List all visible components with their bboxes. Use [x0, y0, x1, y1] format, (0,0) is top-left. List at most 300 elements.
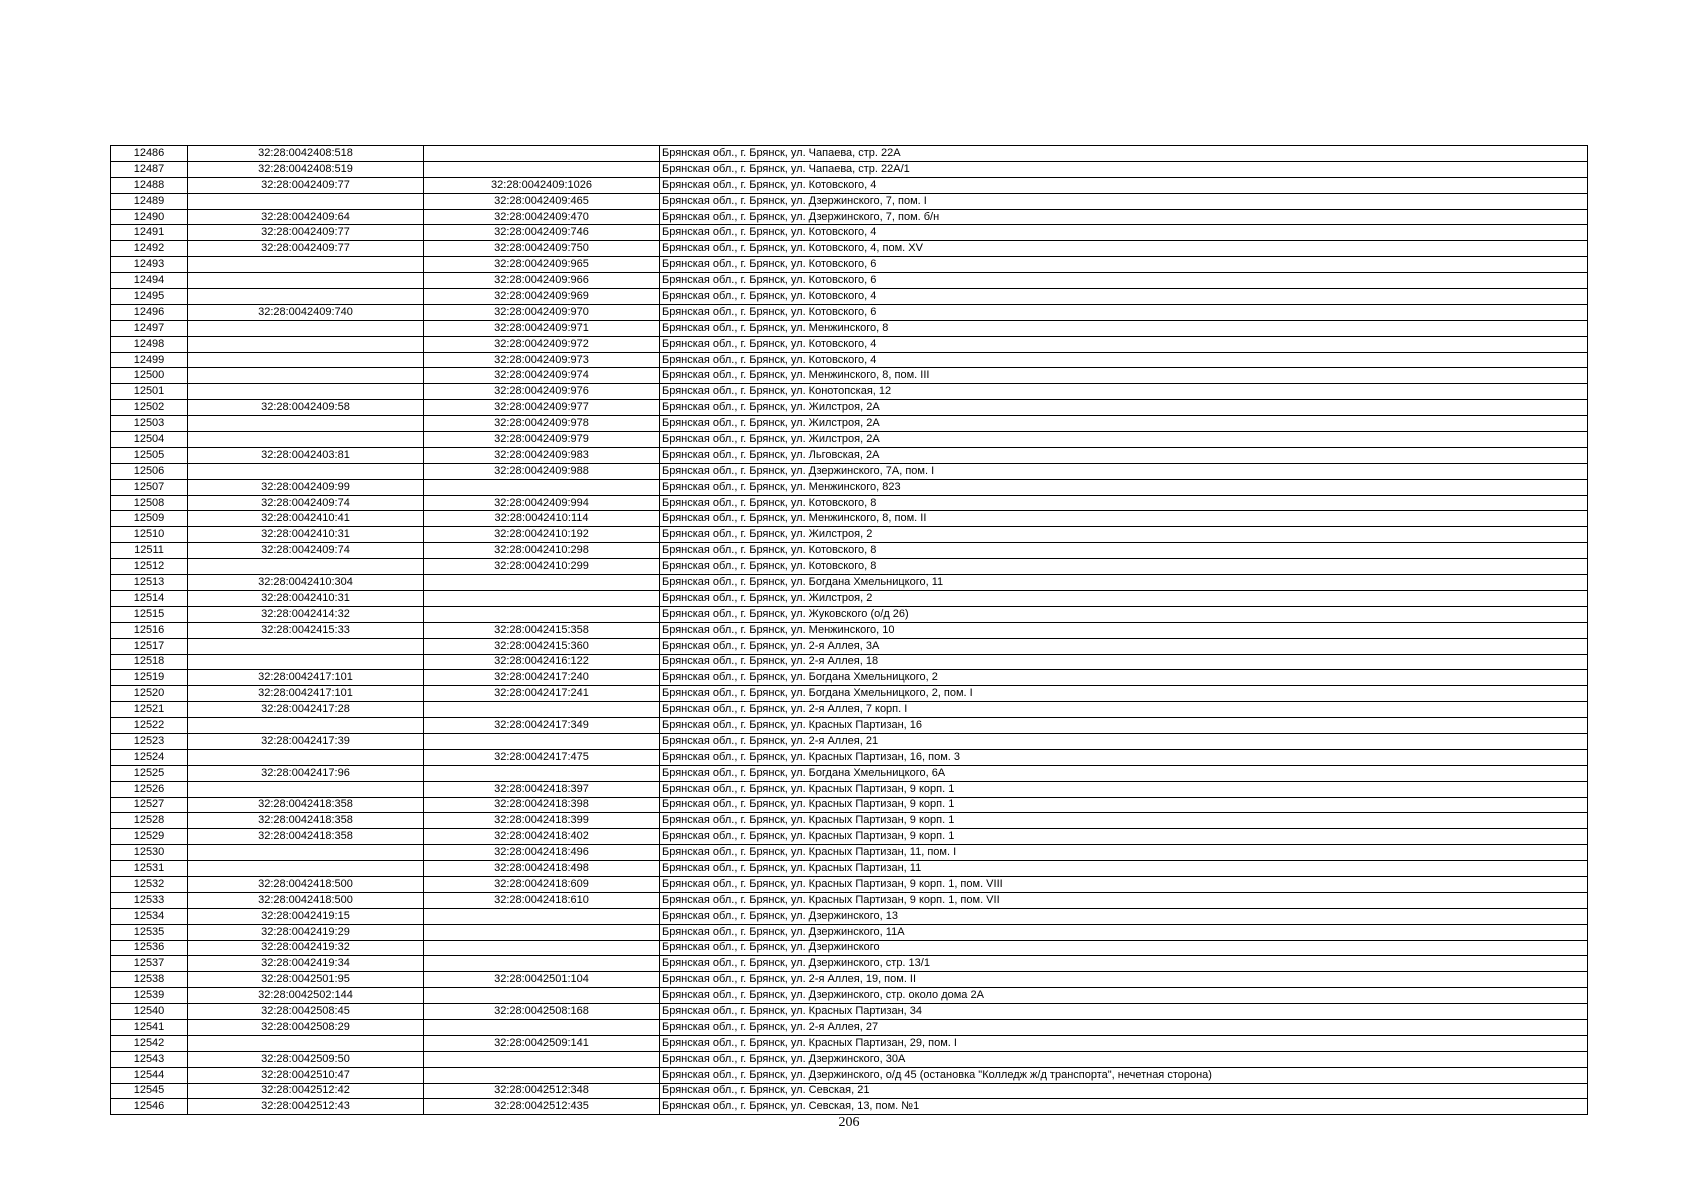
- land-cadastral-number-cell: [188, 432, 424, 448]
- row-number-cell: 12498: [111, 336, 188, 352]
- row-number-cell: 12545: [111, 1083, 188, 1099]
- address-cell: Брянская обл., г. Брянск, ул. Льговская, 2А: [660, 447, 1588, 463]
- building-cadastral-number-cell: 32:28:0042409:976: [424, 384, 660, 400]
- table-row: [111, 606, 1588, 622]
- address-cell: Брянская обл., г. Брянск, ул. Котовского, 4: [660, 336, 1588, 352]
- table-row: [111, 511, 1588, 527]
- row-number-cell: 12512: [111, 559, 188, 575]
- building-cadastral-number-cell: 32:28:0042409:979: [424, 432, 660, 448]
- land-cadastral-number-cell: 32:28:0042409:77: [188, 225, 424, 241]
- land-cadastral-number-cell: 32:28:0042419:15: [188, 908, 424, 924]
- table-row: [111, 1035, 1588, 1051]
- land-cadastral-number-cell: 32:28:0042409:77: [188, 241, 424, 257]
- address-cell: Брянская обл., г. Брянск, ул. Дзержинского: [660, 940, 1588, 956]
- address-cell: Брянская обл., г. Брянск, ул. Богдана Хмельницкого, 2, пом. I: [660, 686, 1588, 702]
- address-cell: Брянская обл., г. Брянск, ул. Дзержинского, 7, пом. б/н: [660, 209, 1588, 225]
- row-number-cell: 12519: [111, 670, 188, 686]
- building-cadastral-number-cell: 32:28:0042418:397: [424, 781, 660, 797]
- address-cell: Брянская обл., г. Брянск, ул. Дзержинского, 13: [660, 908, 1588, 924]
- land-cadastral-number-cell: [188, 781, 424, 797]
- land-cadastral-number-cell: 32:28:0042501:95: [188, 972, 424, 988]
- row-number-cell: 12510: [111, 527, 188, 543]
- land-cadastral-number-cell: [188, 273, 424, 289]
- building-cadastral-number-cell: 32:28:0042409:983: [424, 447, 660, 463]
- table-row: [111, 781, 1588, 797]
- table-row: [111, 749, 1588, 765]
- table-row: [111, 559, 1588, 575]
- table-row: [111, 416, 1588, 432]
- land-cadastral-number-cell: 32:28:0042512:43: [188, 1099, 424, 1115]
- land-cadastral-number-cell: 32:28:0042510:47: [188, 1067, 424, 1083]
- table-row: [111, 829, 1588, 845]
- land-cadastral-number-cell: [188, 1035, 424, 1051]
- table-row: [111, 670, 1588, 686]
- row-number-cell: 12534: [111, 908, 188, 924]
- table-row: [111, 940, 1588, 956]
- address-cell: Брянская обл., г. Брянск, ул. Дзержинского, 7А, пом. I: [660, 463, 1588, 479]
- building-cadastral-number-cell: 32:28:0042417:475: [424, 749, 660, 765]
- land-cadastral-number-cell: 32:28:0042409:58: [188, 400, 424, 416]
- row-number-cell: 12491: [111, 225, 188, 241]
- address-cell: Брянская обл., г. Брянск, ул. Красных Партизан, 11: [660, 861, 1588, 877]
- building-cadastral-number-cell: 32:28:0042410:192: [424, 527, 660, 543]
- row-number-cell: 12532: [111, 876, 188, 892]
- land-cadastral-number-cell: 32:28:0042419:29: [188, 924, 424, 940]
- table-row: [111, 209, 1588, 225]
- building-cadastral-number-cell: 32:28:0042409:465: [424, 193, 660, 209]
- address-cell: Брянская обл., г. Брянск, ул. Менжинского, 10: [660, 622, 1588, 638]
- building-cadastral-number-cell: 32:28:0042416:122: [424, 654, 660, 670]
- building-cadastral-number-cell: 32:28:0042409:966: [424, 273, 660, 289]
- land-cadastral-number-cell: [188, 193, 424, 209]
- land-cadastral-number-cell: 32:28:0042408:519: [188, 161, 424, 177]
- address-cell: Брянская обл., г. Брянск, ул. Красных Партизан, 9 корп. 1: [660, 829, 1588, 845]
- land-cadastral-number-cell: [188, 718, 424, 734]
- address-cell: Брянская обл., г. Брянск, ул. Котовского, 4: [660, 352, 1588, 368]
- building-cadastral-number-cell: [424, 1067, 660, 1083]
- building-cadastral-number-cell: [424, 988, 660, 1004]
- address-cell: Брянская обл., г. Брянск, ул. Котовского, 8: [660, 495, 1588, 511]
- table-row: [111, 654, 1588, 670]
- address-cell: Брянская обл., г. Брянск, ул. Чапаева, стр. 22А: [660, 146, 1588, 162]
- building-cadastral-number-cell: 32:28:0042415:360: [424, 638, 660, 654]
- table-row: [111, 575, 1588, 591]
- row-number-cell: 12511: [111, 543, 188, 559]
- building-cadastral-number-cell: 32:28:0042512:348: [424, 1083, 660, 1099]
- register-table-body: [111, 146, 1588, 1115]
- land-cadastral-number-cell: [188, 654, 424, 670]
- land-cadastral-number-cell: 32:28:0042417:101: [188, 686, 424, 702]
- row-number-cell: 12499: [111, 352, 188, 368]
- table-row: [111, 479, 1588, 495]
- row-number-cell: 12495: [111, 289, 188, 305]
- table-row: [111, 988, 1588, 1004]
- table-row: [111, 702, 1588, 718]
- building-cadastral-number-cell: [424, 1051, 660, 1067]
- building-cadastral-number-cell: 32:28:0042418:402: [424, 829, 660, 845]
- table-row: [111, 1051, 1588, 1067]
- building-cadastral-number-cell: [424, 956, 660, 972]
- land-cadastral-number-cell: [188, 749, 424, 765]
- row-number-cell: 12501: [111, 384, 188, 400]
- table-row: [111, 892, 1588, 908]
- row-number-cell: 12522: [111, 718, 188, 734]
- building-cadastral-number-cell: [424, 146, 660, 162]
- address-cell: Брянская обл., г. Брянск, ул. Жилстроя, 2А: [660, 400, 1588, 416]
- land-cadastral-number-cell: [188, 368, 424, 384]
- table-row: [111, 527, 1588, 543]
- row-number-cell: 12504: [111, 432, 188, 448]
- table-row: [111, 908, 1588, 924]
- land-cadastral-number-cell: 32:28:0042418:358: [188, 829, 424, 845]
- row-number-cell: 12516: [111, 622, 188, 638]
- building-cadastral-number-cell: 32:28:0042409:965: [424, 257, 660, 273]
- row-number-cell: 12500: [111, 368, 188, 384]
- address-cell: Брянская обл., г. Брянск, ул. Красных Партизан, 16: [660, 718, 1588, 734]
- land-cadastral-number-cell: [188, 257, 424, 273]
- building-cadastral-number-cell: 32:28:0042409:973: [424, 352, 660, 368]
- address-cell: Брянская обл., г. Брянск, ул. Дзержинского, 7, пом. I: [660, 193, 1588, 209]
- table-row: [111, 876, 1588, 892]
- address-cell: Брянская обл., г. Брянск, ул. Котовского, 4: [660, 225, 1588, 241]
- address-cell: Брянская обл., г. Брянск, ул. Красных Партизан, 9 корп. 1: [660, 781, 1588, 797]
- building-cadastral-number-cell: 32:28:0042409:972: [424, 336, 660, 352]
- building-cadastral-number-cell: 32:28:0042415:358: [424, 622, 660, 638]
- table-row: [111, 225, 1588, 241]
- address-cell: Брянская обл., г. Брянск, ул. Менжинского, 823: [660, 479, 1588, 495]
- row-number-cell: 12486: [111, 146, 188, 162]
- land-cadastral-number-cell: 32:28:0042410:304: [188, 575, 424, 591]
- row-number-cell: 12533: [111, 892, 188, 908]
- building-cadastral-number-cell: [424, 590, 660, 606]
- land-cadastral-number-cell: 32:28:0042410:31: [188, 590, 424, 606]
- land-cadastral-number-cell: 32:28:0042417:28: [188, 702, 424, 718]
- building-cadastral-number-cell: [424, 940, 660, 956]
- row-number-cell: 12507: [111, 479, 188, 495]
- land-cadastral-number-cell: 32:28:0042415:33: [188, 622, 424, 638]
- register-table: [110, 145, 1588, 1115]
- address-cell: Брянская обл., г. Брянск, ул. Менжинского, 8, пом. III: [660, 368, 1588, 384]
- land-cadastral-number-cell: [188, 638, 424, 654]
- table-row: [111, 368, 1588, 384]
- row-number-cell: 12503: [111, 416, 188, 432]
- table-row: [111, 686, 1588, 702]
- row-number-cell: 12526: [111, 781, 188, 797]
- address-cell: Брянская обл., г. Брянск, ул. Жилстроя, 2: [660, 527, 1588, 543]
- building-cadastral-number-cell: [424, 479, 660, 495]
- land-cadastral-number-cell: 32:28:0042512:42: [188, 1083, 424, 1099]
- land-cadastral-number-cell: 32:28:0042419:32: [188, 940, 424, 956]
- building-cadastral-number-cell: [424, 606, 660, 622]
- building-cadastral-number-cell: [424, 733, 660, 749]
- address-cell: Брянская обл., г. Брянск, ул. Жилстроя, 2А: [660, 416, 1588, 432]
- address-cell: Брянская обл., г. Брянск, ул. Котовского, 4: [660, 289, 1588, 305]
- land-cadastral-number-cell: 32:28:0042417:96: [188, 765, 424, 781]
- address-cell: Брянская обл., г. Брянск, ул. Конотопская, 12: [660, 384, 1588, 400]
- address-cell: Брянская обл., г. Брянск, ул. Дзержинского, стр. около дома 2А: [660, 988, 1588, 1004]
- building-cadastral-number-cell: 32:28:0042409:978: [424, 416, 660, 432]
- building-cadastral-number-cell: 32:28:0042409:977: [424, 400, 660, 416]
- building-cadastral-number-cell: [424, 575, 660, 591]
- address-cell: Брянская обл., г. Брянск, ул. Красных Партизан, 9 корп. 1, пом. VII: [660, 892, 1588, 908]
- table-row: [111, 845, 1588, 861]
- building-cadastral-number-cell: 32:28:0042417:349: [424, 718, 660, 734]
- row-number-cell: 12493: [111, 257, 188, 273]
- building-cadastral-number-cell: 32:28:0042409:969: [424, 289, 660, 305]
- address-cell: Брянская обл., г. Брянск, ул. Дзержинского, стр. 13/1: [660, 956, 1588, 972]
- address-cell: Брянская обл., г. Брянск, ул. 2-я Аллея, 3А: [660, 638, 1588, 654]
- row-number-cell: 12530: [111, 845, 188, 861]
- address-cell: Брянская обл., г. Брянск, ул. Котовского, 4: [660, 177, 1588, 193]
- table-row: [111, 161, 1588, 177]
- row-number-cell: 12509: [111, 511, 188, 527]
- land-cadastral-number-cell: 32:28:0042410:31: [188, 527, 424, 543]
- land-cadastral-number-cell: 32:28:0042409:74: [188, 543, 424, 559]
- table-row: [111, 257, 1588, 273]
- building-cadastral-number-cell: [424, 161, 660, 177]
- row-number-cell: 12523: [111, 733, 188, 749]
- table-row: [111, 590, 1588, 606]
- table-row: [111, 463, 1588, 479]
- land-cadastral-number-cell: 32:28:0042414:32: [188, 606, 424, 622]
- address-cell: Брянская обл., г. Брянск, ул. Жуковского (о/д 26): [660, 606, 1588, 622]
- table-row: [111, 495, 1588, 511]
- building-cadastral-number-cell: 32:28:0042409:746: [424, 225, 660, 241]
- land-cadastral-number-cell: 32:28:0042419:34: [188, 956, 424, 972]
- table-row: [111, 543, 1588, 559]
- row-number-cell: 12546: [111, 1099, 188, 1115]
- row-number-cell: 12540: [111, 1004, 188, 1020]
- building-cadastral-number-cell: 32:28:0042501:104: [424, 972, 660, 988]
- address-cell: Брянская обл., г. Брянск, ул. Жилстроя, 2А: [660, 432, 1588, 448]
- table-row: [111, 861, 1588, 877]
- land-cadastral-number-cell: 32:28:0042409:74: [188, 495, 424, 511]
- row-number-cell: 12535: [111, 924, 188, 940]
- table-row: [111, 336, 1588, 352]
- row-number-cell: 12531: [111, 861, 188, 877]
- table-row: [111, 241, 1588, 257]
- address-cell: Брянская обл., г. Брянск, ул. Красных Партизан, 34: [660, 1004, 1588, 1020]
- table-row: [111, 638, 1588, 654]
- address-cell: Брянская обл., г. Брянск, ул. Котовского, 6: [660, 273, 1588, 289]
- table-row: [111, 765, 1588, 781]
- building-cadastral-number-cell: 32:28:0042418:399: [424, 813, 660, 829]
- address-cell: Брянская обл., г. Брянск, ул. Дзержинского, 30А: [660, 1051, 1588, 1067]
- land-cadastral-number-cell: 32:28:0042417:101: [188, 670, 424, 686]
- land-cadastral-number-cell: [188, 463, 424, 479]
- building-cadastral-number-cell: 32:28:0042418:498: [424, 861, 660, 877]
- page-number: 206: [838, 1115, 860, 1130]
- building-cadastral-number-cell: 32:28:0042508:168: [424, 1004, 660, 1020]
- row-number-cell: 12521: [111, 702, 188, 718]
- row-number-cell: 12502: [111, 400, 188, 416]
- row-number-cell: 12520: [111, 686, 188, 702]
- land-cadastral-number-cell: 32:28:0042409:99: [188, 479, 424, 495]
- building-cadastral-number-cell: 32:28:0042418:496: [424, 845, 660, 861]
- row-number-cell: 12539: [111, 988, 188, 1004]
- land-cadastral-number-cell: 32:28:0042409:64: [188, 209, 424, 225]
- table-row: [111, 813, 1588, 829]
- address-cell: Брянская обл., г. Брянск, ул. Богдана Хмельницкого, 6А: [660, 765, 1588, 781]
- building-cadastral-number-cell: 32:28:0042512:435: [424, 1099, 660, 1115]
- land-cadastral-number-cell: 32:28:0042417:39: [188, 733, 424, 749]
- table-row: [111, 432, 1588, 448]
- building-cadastral-number-cell: [424, 924, 660, 940]
- building-cadastral-number-cell: 32:28:0042409:974: [424, 368, 660, 384]
- table-row: [111, 384, 1588, 400]
- row-number-cell: 12543: [111, 1051, 188, 1067]
- address-cell: Брянская обл., г. Брянск, ул. Жилстроя, 2: [660, 590, 1588, 606]
- building-cadastral-number-cell: 32:28:0042410:114: [424, 511, 660, 527]
- address-cell: Брянская обл., г. Брянск, ул. 2-я Аллея, 21: [660, 733, 1588, 749]
- land-cadastral-number-cell: [188, 289, 424, 305]
- address-cell: Брянская обл., г. Брянск, ул. Красных Партизан, 29, пом. I: [660, 1035, 1588, 1051]
- address-cell: Брянская обл., г. Брянск, ул. Красных Партизан, 9 корп. 1, пом. VIII: [660, 876, 1588, 892]
- row-number-cell: 12513: [111, 575, 188, 591]
- land-cadastral-number-cell: 32:28:0042509:50: [188, 1051, 424, 1067]
- land-cadastral-number-cell: 32:28:0042409:740: [188, 304, 424, 320]
- land-cadastral-number-cell: [188, 352, 424, 368]
- building-cadastral-number-cell: [424, 765, 660, 781]
- table-row: [111, 304, 1588, 320]
- row-number-cell: 12506: [111, 463, 188, 479]
- address-cell: Брянская обл., г. Брянск, ул. Котовского, 8: [660, 543, 1588, 559]
- building-cadastral-number-cell: 32:28:0042418:609: [424, 876, 660, 892]
- table-row: [111, 797, 1588, 813]
- address-cell: Брянская обл., г. Брянск, ул. Красных Партизан, 9 корп. 1: [660, 813, 1588, 829]
- row-number-cell: 12497: [111, 320, 188, 336]
- table-row: [111, 193, 1588, 209]
- address-cell: Брянская обл., г. Брянск, ул. Котовского, 6: [660, 304, 1588, 320]
- building-cadastral-number-cell: 32:28:0042418:610: [424, 892, 660, 908]
- row-number-cell: 12542: [111, 1035, 188, 1051]
- building-cadastral-number-cell: 32:28:0042509:141: [424, 1035, 660, 1051]
- building-cadastral-number-cell: [424, 702, 660, 718]
- row-number-cell: 12537: [111, 956, 188, 972]
- building-cadastral-number-cell: 32:28:0042409:988: [424, 463, 660, 479]
- address-cell: Брянская обл., г. Брянск, ул. Чапаева, стр. 22А/1: [660, 161, 1588, 177]
- table-row: [111, 733, 1588, 749]
- table-row: [111, 718, 1588, 734]
- land-cadastral-number-cell: 32:28:0042502:144: [188, 988, 424, 1004]
- address-cell: Брянская обл., г. Брянск, ул. Красных Партизан, 16, пом. 3: [660, 749, 1588, 765]
- table-row: [111, 924, 1588, 940]
- land-cadastral-number-cell: 32:28:0042409:77: [188, 177, 424, 193]
- land-cadastral-number-cell: 32:28:0042418:358: [188, 797, 424, 813]
- address-cell: Брянская обл., г. Брянск, ул. Красных Партизан, 11, пом. I: [660, 845, 1588, 861]
- table-row: [111, 972, 1588, 988]
- address-cell: Брянская обл., г. Брянск, ул. Дзержинского, 11А: [660, 924, 1588, 940]
- row-number-cell: 12490: [111, 209, 188, 225]
- building-cadastral-number-cell: [424, 1019, 660, 1035]
- land-cadastral-number-cell: [188, 384, 424, 400]
- address-cell: Брянская обл., г. Брянск, ул. 2-я Аллея, 18: [660, 654, 1588, 670]
- row-number-cell: 12488: [111, 177, 188, 193]
- building-cadastral-number-cell: 32:28:0042417:240: [424, 670, 660, 686]
- row-number-cell: 12528: [111, 813, 188, 829]
- building-cadastral-number-cell: 32:28:0042418:398: [424, 797, 660, 813]
- building-cadastral-number-cell: 32:28:0042409:750: [424, 241, 660, 257]
- land-cadastral-number-cell: [188, 336, 424, 352]
- row-number-cell: 12496: [111, 304, 188, 320]
- table-row: [111, 146, 1588, 162]
- building-cadastral-number-cell: 32:28:0042409:1026: [424, 177, 660, 193]
- row-number-cell: 12515: [111, 606, 188, 622]
- table-row: [111, 177, 1588, 193]
- table-row: [111, 320, 1588, 336]
- address-cell: Брянская обл., г. Брянск, ул. Котовского, 8: [660, 559, 1588, 575]
- address-cell: Брянская обл., г. Брянск, ул. Красных Партизан, 9 корп. 1: [660, 797, 1588, 813]
- row-number-cell: 12517: [111, 638, 188, 654]
- row-number-cell: 12508: [111, 495, 188, 511]
- address-cell: Брянская обл., г. Брянск, ул. Богдана Хмельницкого, 11: [660, 575, 1588, 591]
- land-cadastral-number-cell: 32:28:0042403:81: [188, 447, 424, 463]
- row-number-cell: 12544: [111, 1067, 188, 1083]
- table-row: [111, 273, 1588, 289]
- land-cadastral-number-cell: 32:28:0042418:500: [188, 876, 424, 892]
- table-row: [111, 956, 1588, 972]
- row-number-cell: 12487: [111, 161, 188, 177]
- land-cadastral-number-cell: 32:28:0042418:358: [188, 813, 424, 829]
- table-row: [111, 1099, 1588, 1115]
- table-row: [111, 622, 1588, 638]
- address-cell: Брянская обл., г. Брянск, ул. Севская, 13, пом. №1: [660, 1099, 1588, 1115]
- land-cadastral-number-cell: [188, 559, 424, 575]
- land-cadastral-number-cell: 32:28:0042418:500: [188, 892, 424, 908]
- land-cadastral-number-cell: 32:28:0042408:518: [188, 146, 424, 162]
- land-cadastral-number-cell: 32:28:0042410:41: [188, 511, 424, 527]
- building-cadastral-number-cell: 32:28:0042409:470: [424, 209, 660, 225]
- building-cadastral-number-cell: 32:28:0042410:299: [424, 559, 660, 575]
- row-number-cell: 12529: [111, 829, 188, 845]
- row-number-cell: 12492: [111, 241, 188, 257]
- building-cadastral-number-cell: [424, 908, 660, 924]
- row-number-cell: 12525: [111, 765, 188, 781]
- building-cadastral-number-cell: 32:28:0042417:241: [424, 686, 660, 702]
- row-number-cell: 12527: [111, 797, 188, 813]
- row-number-cell: 12541: [111, 1019, 188, 1035]
- building-cadastral-number-cell: 32:28:0042409:971: [424, 320, 660, 336]
- building-cadastral-number-cell: 32:28:0042409:970: [424, 304, 660, 320]
- address-cell: Брянская обл., г. Брянск, ул. Котовского, 4, пом. XV: [660, 241, 1588, 257]
- address-cell: Брянская обл., г. Брянск, ул. 2-я Аллея, 7 корп. I: [660, 702, 1588, 718]
- land-cadastral-number-cell: [188, 416, 424, 432]
- address-cell: Брянская обл., г. Брянск, ул. 2-я Аллея, 19, пом. II: [660, 972, 1588, 988]
- table-row: [111, 1004, 1588, 1020]
- address-cell: Брянская обл., г. Брянск, ул. Котовского, 6: [660, 257, 1588, 273]
- address-cell: Брянская обл., г. Брянск, ул. Богдана Хмельницкого, 2: [660, 670, 1588, 686]
- row-number-cell: 12524: [111, 749, 188, 765]
- row-number-cell: 12518: [111, 654, 188, 670]
- land-cadastral-number-cell: [188, 845, 424, 861]
- land-cadastral-number-cell: [188, 320, 424, 336]
- row-number-cell: 12536: [111, 940, 188, 956]
- land-cadastral-number-cell: 32:28:0042508:45: [188, 1004, 424, 1020]
- table-row: [111, 352, 1588, 368]
- address-cell: Брянская обл., г. Брянск, ул. Севская, 21: [660, 1083, 1588, 1099]
- building-cadastral-number-cell: 32:28:0042410:298: [424, 543, 660, 559]
- address-cell: Брянская обл., г. Брянск, ул. 2-я Аллея, 27: [660, 1019, 1588, 1035]
- table-row: [111, 400, 1588, 416]
- land-cadastral-number-cell: [188, 861, 424, 877]
- row-number-cell: 12489: [111, 193, 188, 209]
- table-row: [111, 1067, 1588, 1083]
- address-cell: Брянская обл., г. Брянск, ул. Дзержинского, о/д 45 (остановка "Колледж ж/д транспорта", нечетная сторона): [660, 1067, 1588, 1083]
- address-cell: Брянская обл., г. Брянск, ул. Менжинского, 8, пом. II: [660, 511, 1588, 527]
- row-number-cell: 12538: [111, 972, 188, 988]
- table-row: [111, 1083, 1588, 1099]
- row-number-cell: 12505: [111, 447, 188, 463]
